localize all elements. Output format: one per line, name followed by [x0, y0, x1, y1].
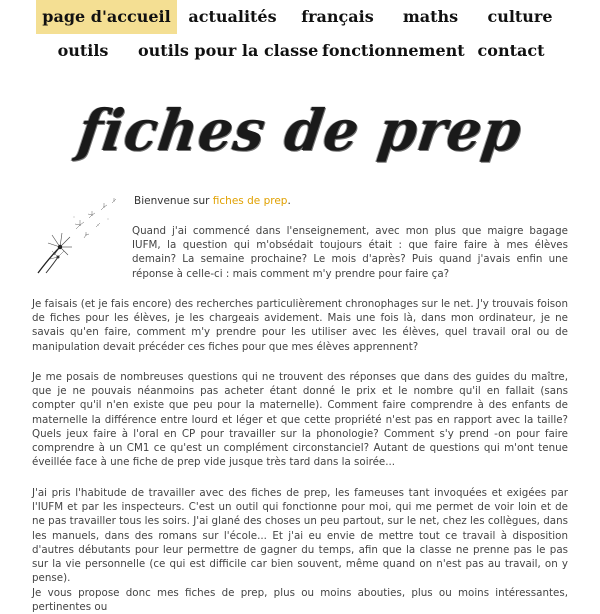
nav-row-1 — [0, 0, 600, 34]
intro-paragraph-3: Je me posais de nombreuses questions qui ne trouvent des réponses que dans des guides du maître, que je ne pouvais néanmoins pas acheter étant donné le prix et le nombre qu'il en fallait (sans compter qu'il n'en existe que peu pour la maternelle). Comment faire comprendre à des enfants de maternelle la différence entre lourd et léger et que cette propriété n'est pas en rapport avec la taille? Quels jeux faire à l'oral en CP pour travailler sur la phonologie? Comment s'y prend -on pour faire comprendre à un CM1 ce qu'est un complément circonstanciel? Autant de questions qui m'ont tenue éveillée face à une fiche de prep vide jusque très tard dans la soirée... — [32, 371, 568, 469]
intro-paragraph-2: Je faisais (et je fais encore) des recherches particulièrement chronophages sur le net. J'y trouvais foison de fiches pour les élèves, je les chargeais avidement. Mais une fois là, dans mon ordinateur, je ne savais qu'en faire, comment m'y prendre pour les utiliser avec les élèves, quel travail oral ou de manipulation devait précéder ces fiches pour que mes élèves apprennent? — [32, 298, 568, 353]
intro-paragraph-1: Quand j'ai commencé dans l'enseignement, avec mon plus que maigre bagage IUFM, la question qui m'obsédait toujours était : que faire faire à mes élèves demain? La semaine prochaine? Le mois d'après? Puis quand j'avais enfin une réponse à celle-ci : mais comment m'y prendre pour faire ça? — [132, 225, 568, 280]
intro-paragraph-4: J'ai pris l'habitude de travailler avec des fiches de prep, les fameuses tant invoquées et exigées par l'IUFM et par les inspecteurs. C'est un outil qui fonctionne pour moi, qui me permet de voir loin et de ne pas travailler tous les soirs. J'ai glané des choses un peu partout, sur le net, chez les collègues, dans les manuels, dans des romans sur l'école... Et j'ai eu envie de mettre tout ce travail à disposition d'autres débutants pour leur permettre de gagner du temps, afin que la classe ne prenne pas le pas sur la vie personnelle (ce qui est difficile car bien souvent, même quand on n'est pas au travail, on y pense). — [32, 487, 568, 585]
site-title — [0, 90, 600, 170]
site-title-text: fiches de prep — [73, 96, 527, 164]
nav-item-culture[interactable]: culture — [487, 7, 553, 26]
main-navigation — [0, 0, 600, 68]
nav-row-2 — [0, 34, 600, 68]
nav-item-outils-classe[interactable]: outils pour la classe — [138, 41, 319, 60]
nav-item-page-accueil[interactable]: page d'accueil — [36, 0, 177, 34]
nav-item-contact[interactable]: contact — [477, 41, 545, 60]
welcome-suffix: . — [287, 195, 291, 207]
dandelion-image — [30, 195, 122, 275]
nav-item-actualites[interactable]: actualités — [188, 7, 277, 26]
welcome-link[interactable]: fiches de prep — [212, 195, 288, 207]
nav-item-fonctionnement[interactable]: fonctionnement — [322, 41, 465, 60]
nav-item-outils[interactable]: outils — [57, 41, 109, 60]
nav-item-francais[interactable]: français — [301, 7, 374, 26]
welcome-prefix: Bienvenue sur — [134, 195, 213, 207]
intro-paragraph-5: Je vous propose donc mes fiches de prep, plus ou moins abouties, plus ou moins intéressantes, pertinentes ou — [32, 587, 568, 614]
nav-item-maths[interactable]: maths — [402, 7, 459, 26]
welcome-line — [134, 195, 291, 207]
